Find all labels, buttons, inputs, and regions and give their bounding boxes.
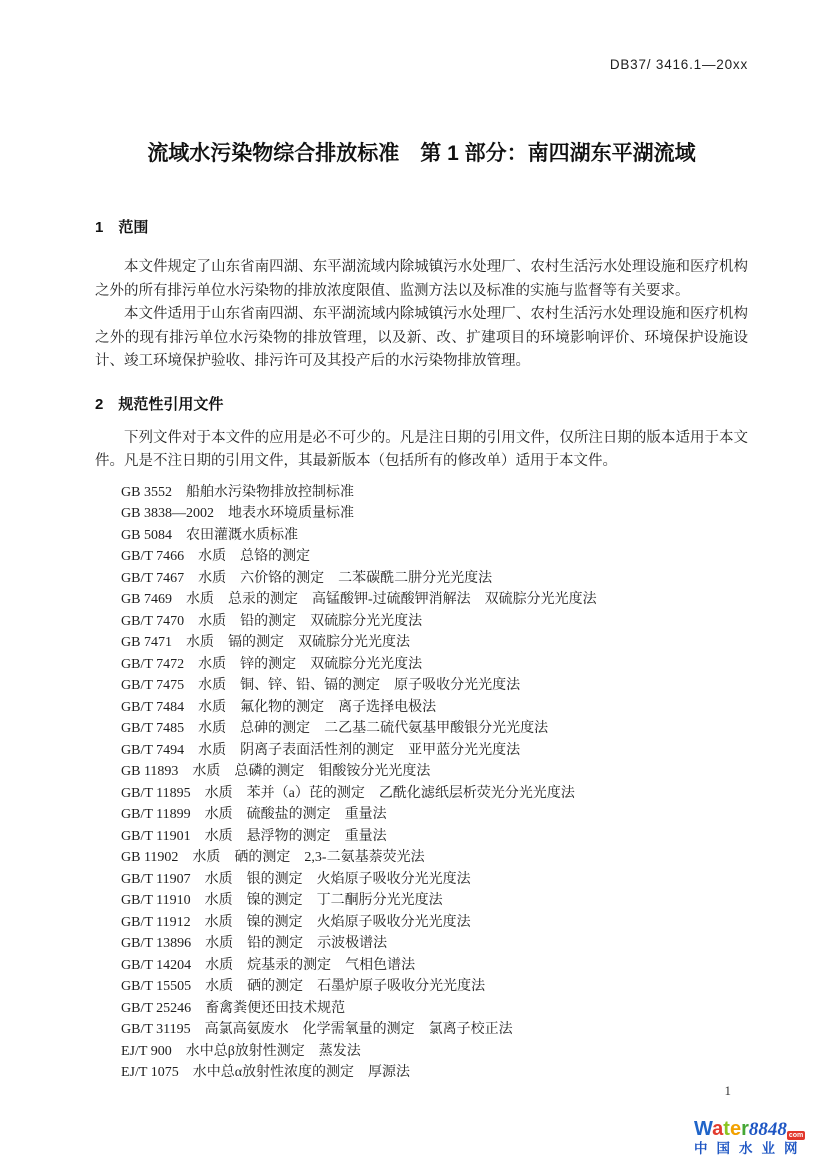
reference-item: GB/T 14204 水质 烷基汞的测定 气相色谱法 xyxy=(121,957,416,973)
reference-item: GB/T 7472 水质 锌的测定 双硫腙分光光度法 xyxy=(121,656,423,672)
reference-item: GB/T 7466 水质 总铬的测定 xyxy=(121,549,311,564)
reference-item: GB/T 7494 水质 阴离子表面活性剂的测定 亚甲蓝分光光度法 xyxy=(121,742,521,758)
reference-item: GB/T 7475 水质 铜、锌、铅、镉的测定 原子吸收分光光度法 xyxy=(121,678,521,693)
document-code: DB37/ 3416.1—20xx xyxy=(609,57,748,72)
page-number: 1 xyxy=(724,1083,731,1098)
reference-item: EJ/T 1075 水中总α放射性浓度的测定 厚源法 xyxy=(121,1065,411,1080)
reference-item: GB/T 31195 高氯高氨废水 化学需氧量的测定 氯离子校正法 xyxy=(121,1022,513,1037)
section-heading-scope: 1 范围 xyxy=(95,219,149,236)
reference-item: GB 3838—2002 地表水环境质量标准 xyxy=(121,506,354,521)
water8848-logo xyxy=(694,1119,822,1156)
references-intro-paragraph: 下列文件对于本文件的应用是必不可少的。凡是注日期的引用文件，仅所注日期的版本适用于本文件。凡是不注日期的引用文件，其最新版本（包括所有的修改单）适用于本文件。 xyxy=(95,429,748,469)
scope-paragraph-2: 本文件适用于山东省南四湖、东平湖流域内除城镇污水处理厂、农村生活污水处理设施和医疗机构之外的现有排污单位水污染物的排放管理，以及新、改、扩建项目的环境影响评价、环境保护设施设计、竣工环境保护验收、排污许可及其投产后的水污染物排放管理。 xyxy=(95,306,748,369)
section-heading-normative-references: 2 规范性引用文件 xyxy=(95,395,224,413)
reference-item: GB/T 15505 水质 硒的测定 石墨炉原子吸收分光光度法 xyxy=(121,979,486,994)
reference-list xyxy=(95,482,748,1084)
logo-tagline: 中国水业网 xyxy=(694,1141,807,1156)
logo-brand-row xyxy=(694,1119,822,1139)
reference-item: GB/T 7470 水质 铅的测定 双硫腙分光光度法 xyxy=(121,613,423,629)
reference-item: GB/T 7485 水质 总砷的测定 二乙基二硫代氨基甲酸银分光光度法 xyxy=(121,721,549,736)
reference-item: GB/T 7467 水质 六价铬的测定 二苯碳酰二肼分光光度法 xyxy=(121,570,493,586)
reference-item: GB/T 11912 水质 镍的测定 火焰原子吸收分光光度法 xyxy=(121,914,471,930)
reference-item: GB 5084 农田灌溉水质标准 xyxy=(121,527,298,543)
logo-letter: W xyxy=(694,1118,713,1140)
reference-item: GB/T 11907 水质 银的测定 火焰原子吸收分光光度法 xyxy=(121,871,471,887)
reference-item: GB/T 11901 水质 悬浮物的测定 重量法 xyxy=(121,828,387,844)
logo-water-word xyxy=(694,1118,749,1140)
reference-item: GB 7469 水质 总汞的测定 高锰酸钾-过硫酸钾消解法 双硫腙分光光度法 xyxy=(121,592,597,607)
scope-paragraph-1: 本文件规定了山东省南四湖、东平湖流域内除城镇污水处理厂、农村生活污水处理设施和医疗机构之外的所有排污单位水污染物的排放浓度限值、监测方法以及标准的实施与监督等有关要求。 xyxy=(95,259,748,299)
reference-item: GB/T 7484 水质 氟化物的测定 离子选择电极法 xyxy=(121,699,437,715)
logo-letter: t xyxy=(723,1118,730,1140)
logo-letter: e xyxy=(729,1118,742,1140)
logo-com-badge: com xyxy=(788,1132,804,1139)
reference-item: GB/T 11899 水质 硫酸盐的测定 重量法 xyxy=(121,807,387,822)
page-title: 流域水污染物综合排放标准 第 1 部分：南四湖东平湖流域 xyxy=(147,142,696,165)
logo-number: 8848 xyxy=(748,1119,787,1140)
logo-letter: r xyxy=(741,1118,749,1140)
page-content xyxy=(95,0,748,1084)
reference-item: GB/T 11910 水质 镍的测定 丁二酮肟分光光度法 xyxy=(121,893,443,908)
reference-item: GB/T 25246 畜禽粪便还田技术规范 xyxy=(121,1000,346,1016)
reference-item: GB 7471 水质 镉的测定 双硫腙分光光度法 xyxy=(121,635,410,650)
reference-item: GB/T 11895 水质 苯并（a）芘的测定 乙酰化滤纸层析荧光分光光度法 xyxy=(121,785,575,801)
reference-item: GB 11902 水质 硒的测定 2,3-二氨基萘荧光法 xyxy=(121,850,425,865)
reference-item: EJ/T 900 水中总β放射性测定 蒸发法 xyxy=(121,1043,361,1059)
reference-item: GB 3552 船舶水污染物排放控制标准 xyxy=(121,484,354,500)
logo-letter: a xyxy=(712,1118,724,1140)
reference-item: GB/T 13896 水质 铅的测定 示波极谱法 xyxy=(121,936,388,951)
reference-item: GB 11893 水质 总磷的测定 钼酸铵分光光度法 xyxy=(121,764,431,779)
